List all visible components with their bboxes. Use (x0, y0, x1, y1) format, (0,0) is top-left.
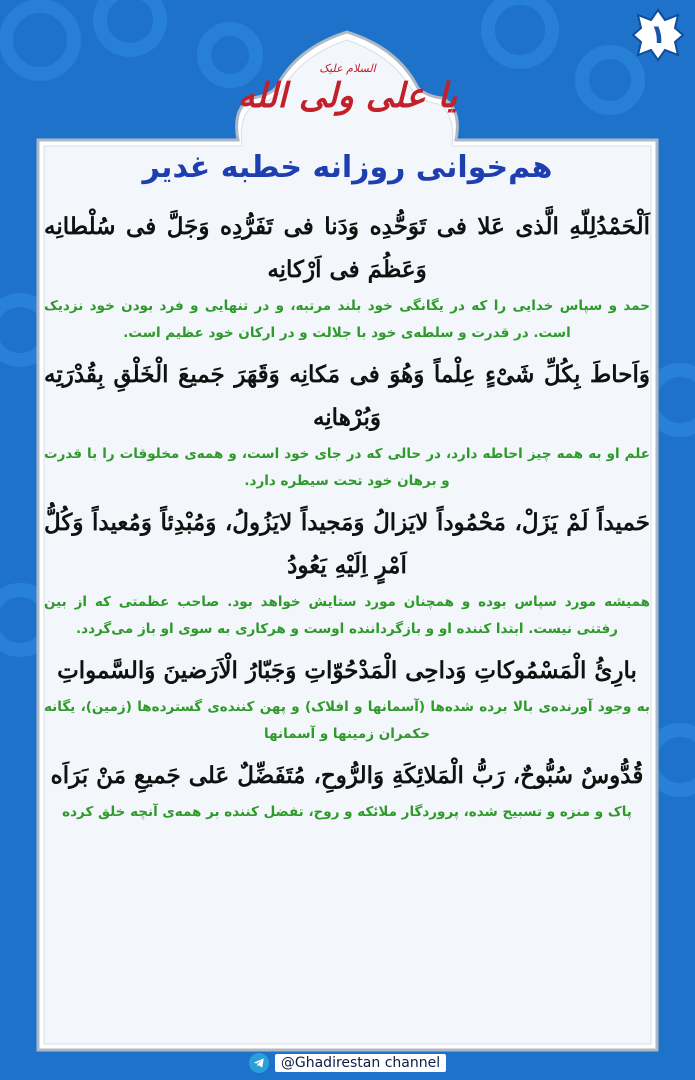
arabic-text-5: قُدُّوسٌ سُبُّوحٌ، رَبُّ الْمَلائِكَةِ وَالرُّوحِ، مُتَفَضِّلٌ عَلى جَمیعِ مَنْ بَرَاَه (50, 762, 644, 789)
persian-translation-5: پاک و منزه و تسبیح شده، پروردگار ملائکه و روح، تفضل کننده بر همه‌ی آنچه خلق کرده (62, 804, 632, 820)
page-number: ۱ (650, 20, 666, 50)
persian-translation-3: همیشه مورد سپاس بوده و همچنان مورد ستایش خواهد بود. صاحب عظمتی که از بین رفتنی نیست. ابتدا کننده او و بازگرداننده اوست و هرکاری به سوی او باز می‌گردد. (44, 594, 650, 637)
arabic-text-2: وَاَحاطَ بِكُلِّ شَیْءٍ عِلْماً وَهُوَ فى مَكانِه وَقَهَرَ جَمیعَ الْخَلْقِ بِقُدْرَتِه وَبُرْهانِه (44, 361, 650, 431)
arabic-text-1: اَلْحَمْدُلِلّهِ الَّذى عَلا فى تَوَحُّدِه وَدَنا فى تَفَرُّدِه وَجَلَّ فى سُلْطانِه وَعَظُمَ فى اَرْكانِه (44, 213, 650, 283)
channel-footer (0, 1050, 695, 1076)
sermon-content (44, 205, 650, 832)
page-title: هم‌خوانی روزانه خطبه غدیر (142, 150, 553, 185)
logo-salutation: السلام علیک (319, 62, 376, 75)
persian-translation-4: به وجود آورنده‌ی بالا برده شده‌ها (آسمانها و افلاک) و پهن کننده‌ی گسترده‌ها (زمین)، یگانه حکمران زمینها و آسمانها (44, 699, 650, 742)
arabic-text-3: حَمیداً لَمْ یَزَلْ، مَحْمُوداً لایَزالُ وَمَجیداً لایَزُولُ، وَمُبْدِئاً وَمُعیداً وَكُلُّ اَمْرٍ اِلَیْهِ یَعُودُ (44, 509, 650, 579)
telegram-icon[interactable] (249, 1053, 269, 1073)
channel-handle[interactable]: @Ghadirestan channel (275, 1054, 446, 1072)
logo-main-text: یا علی ولی الله (237, 76, 458, 116)
persian-translation-2: علم او به همه چیز احاطه دارد، در حالی که در جای خود است، و همه‌ی مخلوقات را با قدرت و برهان خود تحت سیطره دارد. (44, 446, 650, 489)
ya-ali-logo (0, 62, 695, 115)
persian-translation-1: حمد و سپاس خدایی را که در یگانگی خود بلند مرتبه، و در تنهایی و فرد بودن خود نزدیک است. در قدرت و سلطه‌ی خود با جلالت و در ارکان خود عظیم است. (44, 298, 650, 341)
arabic-text-4: بارِئُ الْمَسْمُوكاتِ وَداحِى الْمَدْحُوّاتِ وَجَبّارُ الْاَرَضینَ وَالسَّمواتِ (57, 657, 637, 684)
